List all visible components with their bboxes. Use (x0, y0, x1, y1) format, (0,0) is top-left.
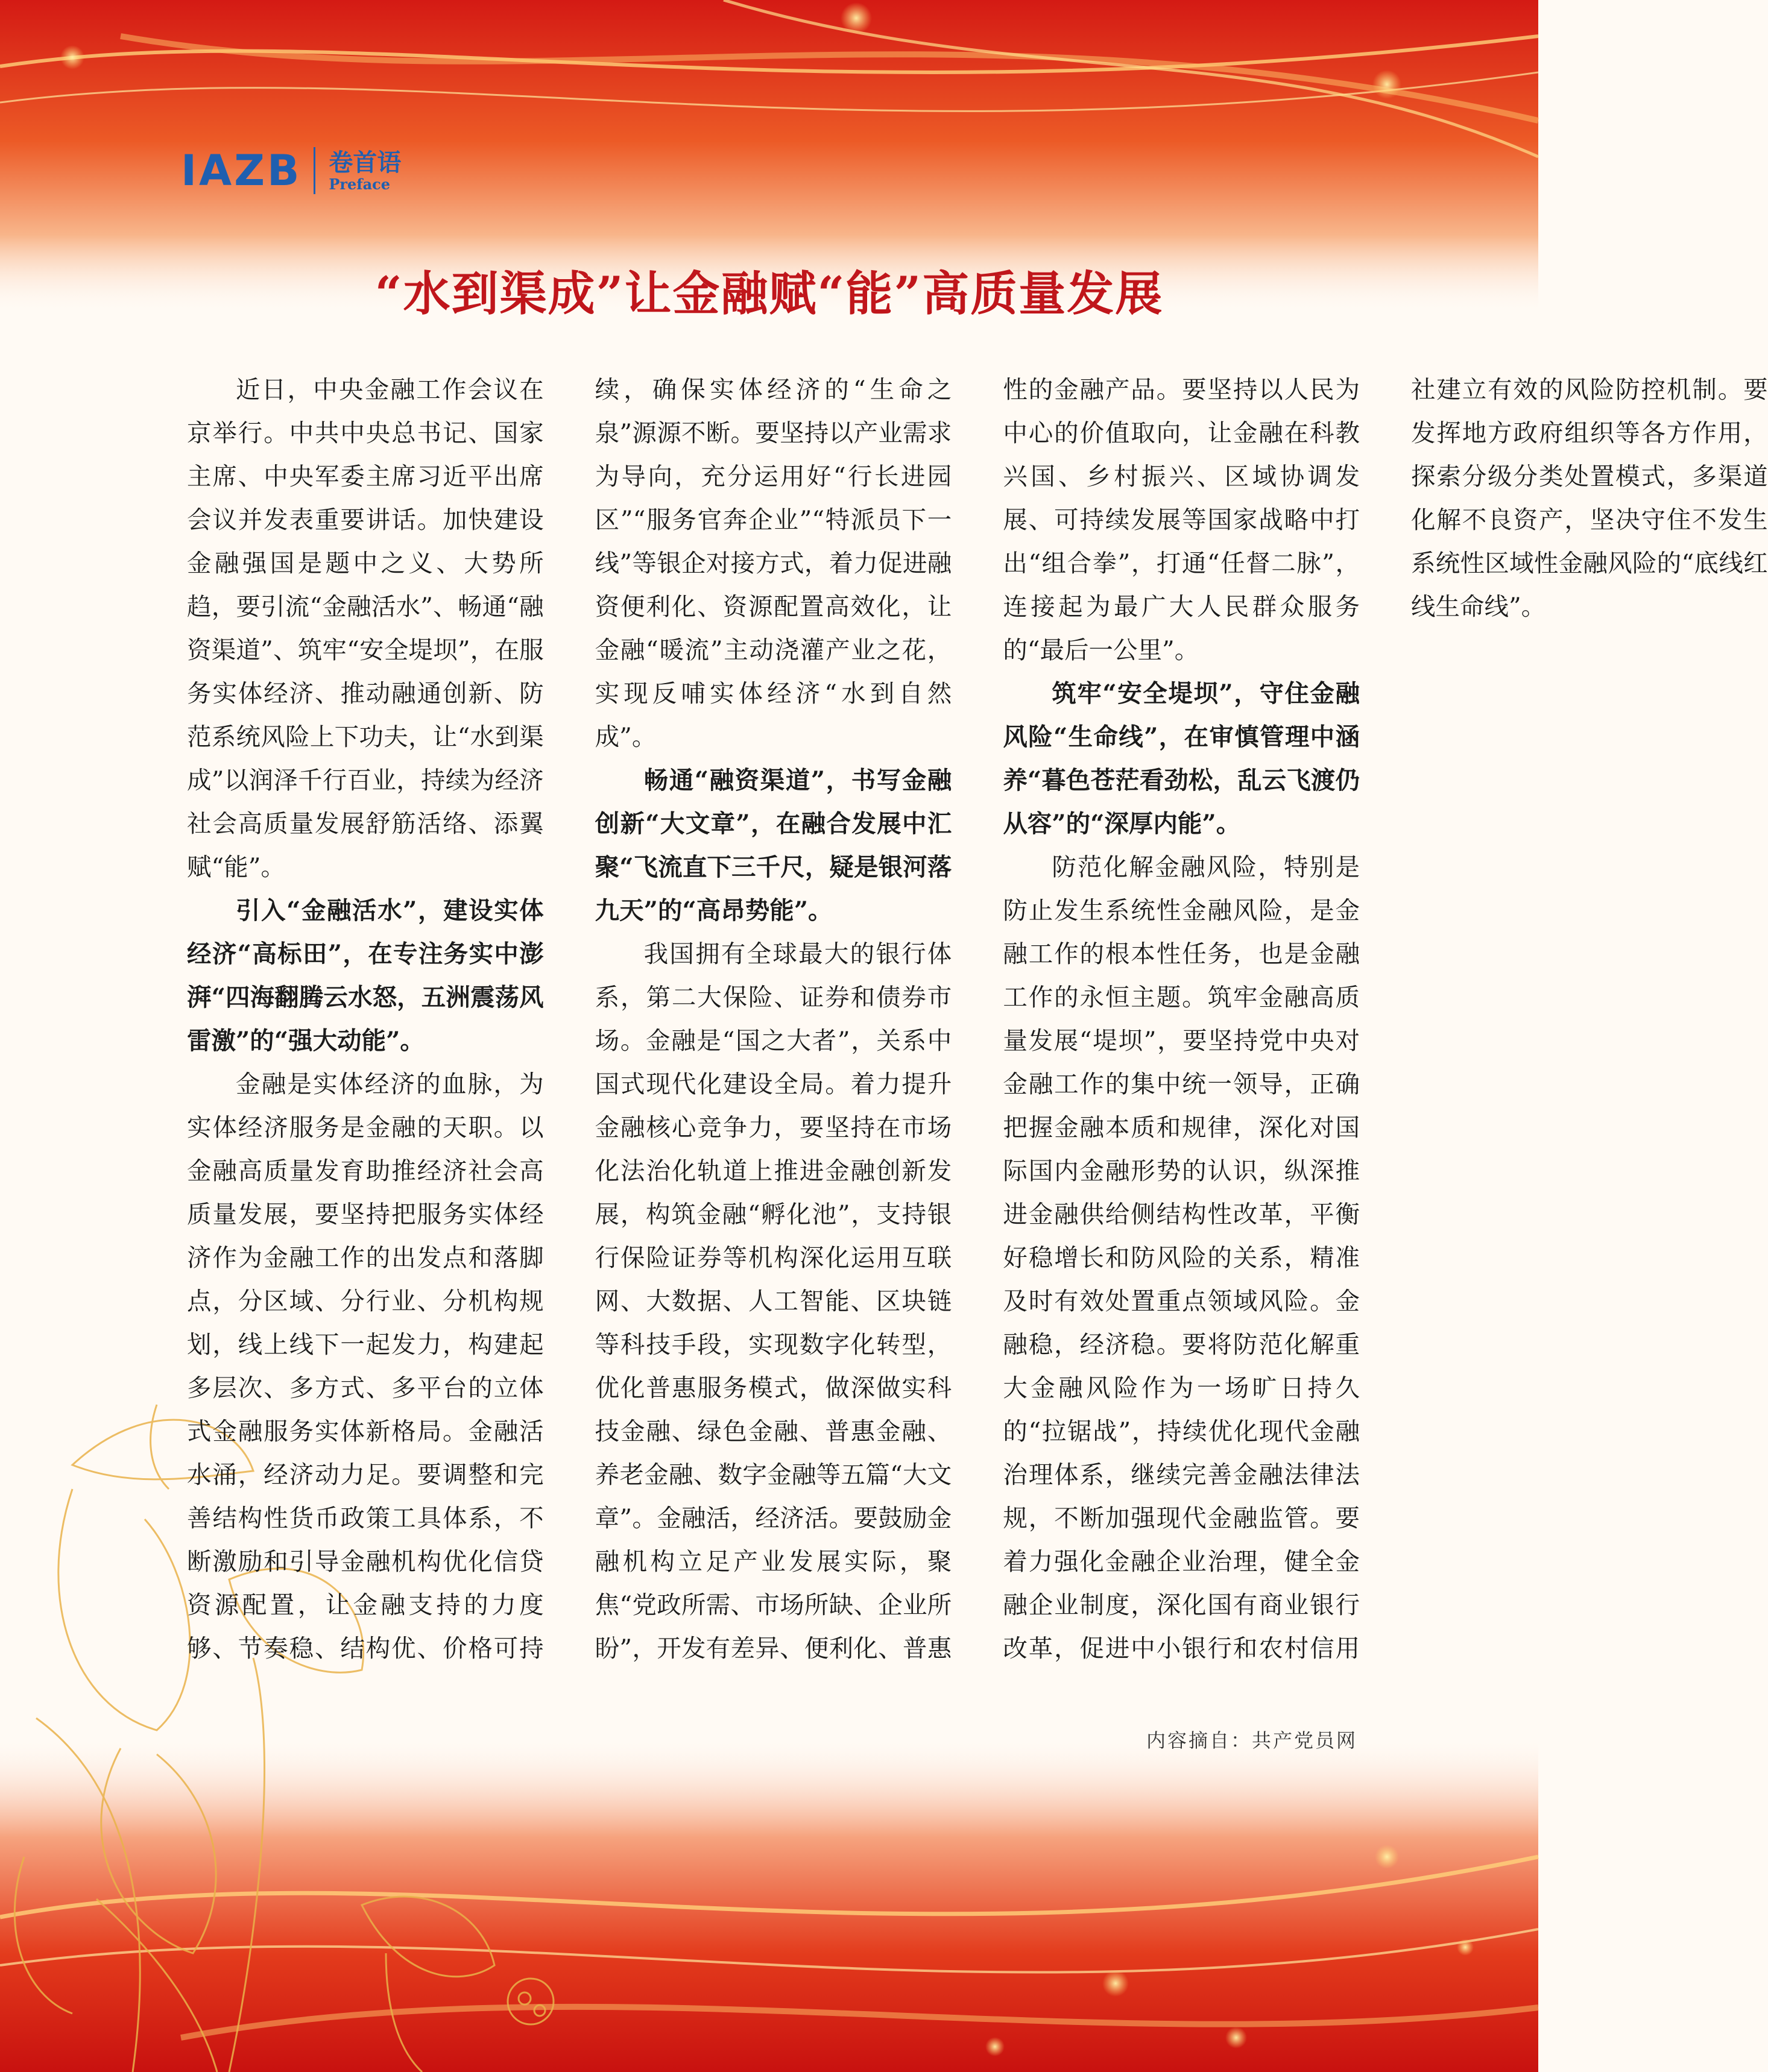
paragraph-body-2: 我国拥有全球最大的银行体系，第二大保险、证券和债券市场。金融是“国之大者”，关系中国式现代化建设全局。着力提升金融核心竞争力，要坚持在市场化法治化轨道上推进金融创新发展，构筑金融“孵化池”，支持银行保险证券等机构深化运用互联网、大数据、人工智能、区块链等科技手段，实现数字化转型，优化普惠服务模式，做深做实科技金融、绿色金融、普惠金融、养老金融、数字金融等五篇“大文章”。金融活，经济活。要鼓励金融机构立足产业发展实际，聚焦“党政所需、市场所缺、企业所盼”，开发有差异、便利化、普惠性的金融产品。要坚持以人民为中心的价值取向，让金融在科教兴国、乡村振兴、区域协调发展、可持续发展等国家战略中打出“组合拳”，打通“任督二脉”，连接起为最广大人民群众服务的“最后一公里”。 (595, 375, 1360, 1663)
paragraph-body-3: 防范化解金融风险，特别是防止发生系统性金融风险，是金融工作的根本性任务，也是金融工作的永恒主题。筑牢金融高质量发展“堤坝”，要坚持党中央对金融工作的集中统一领导，正确把握金融本质和规律，深化对国际国内金融形势的认识，纵深推进金融供给侧结构性改革，平衡好稳增长和防风险的关系，精准及时有效处置重点领域风险。金融稳，经济稳。要将防范化解重大金融风险作为一场旷日持久的“拉锯战”，持续优化现代金融治理体系，继续完善金融法律法规，不断加强现代金融监管。要着力强化金融企业治理，健全金融企业制度，深化国有商业银行改革，促进中小银行和农村信用社建立有效的风险防控机制。要发挥地方政府组织等各方作用，探索分级分类处置模式，多渠道化解不良资产，坚决守住不发生系统性区域性金融风险的“底线红线生命线”。 (1003, 375, 1768, 1663)
header-divider (314, 147, 315, 194)
article-body (187, 368, 1768, 1712)
article-title: “水到渠成”让金融赋“能”高质量发展 (374, 266, 1164, 321)
magazine-header (181, 143, 401, 198)
paragraph-heading-3: 筑牢“安全堤坝”，守住金融风险“生命线”，在审慎管理中涵养“暮色苍茫看劲松，乱云飞渡仍从容”的“深厚内能”。 (1003, 679, 1360, 838)
paragraph-heading-2: 畅通“融资渠道”，书写金融创新“大文章”，在融合发展中汇聚“飞流直下三千尺，疑是银河落九天”的“高昂势能”。 (595, 766, 952, 925)
section-label-cn: 卷首语 (329, 148, 402, 177)
section-label-en: Preface (329, 175, 391, 193)
paragraph-heading-1: 引入“金融活水”，建设实体经济“高标田”，在专注务实中澎湃“四海翻腾云水怒，五洲震荡风雷激”的“强大动能”。 (187, 896, 544, 1055)
source-attribution: 内容摘自：共产党员网 (1146, 1729, 1357, 1752)
section-label (329, 149, 401, 192)
magazine-logo: IAZB (181, 146, 302, 195)
paragraph-body-1: 金融是实体经济的血脉，为实体经济服务是金融的天职。以金融高质量发育助推经济社会高质量发展，要坚持把服务实体经济作为金融工作的出发点和落脚点，分区域、分行业、分机构规划，线上线下一起发力，构建起多层次、多方式、多平台的立体式金融服务实体新格局。金融活水涌，经济动力足。要调整和完善结构性货币政策工具体系，不断激励和引导金融机构优化信贷资源配置，让金融支持的力度够、节奏稳、结构优、价格可持续，确保实体经济的“生命之泉”源源不断。要坚持以产业需求为导向，充分运用好“行长进园区”“服务官奔企业”“特派员下一线”等银企对接方式，着力促进融资便利化、资源配置高效化，让金融“暖流”主动浇灌产业之花，实现反哺实体经济“水到自然成”。 (187, 375, 952, 1663)
paragraph-intro: 近日，中央金融工作会议在京举行。中共中央总书记、国家主席、中央军委主席习近平出席会议并发表重要讲话。加快建设金融强国是题中之义、大势所趋，要引流“金融活水”、畅通“融资渠道”、筑牢“安全堤坝”，在服务实体经济、推动融通创新、防范系统风险上下功夫，让“水到渠成”以润泽千行百业，持续为经济社会高质量发展舒筋活络、添翼赋“能”。 (187, 375, 544, 881)
